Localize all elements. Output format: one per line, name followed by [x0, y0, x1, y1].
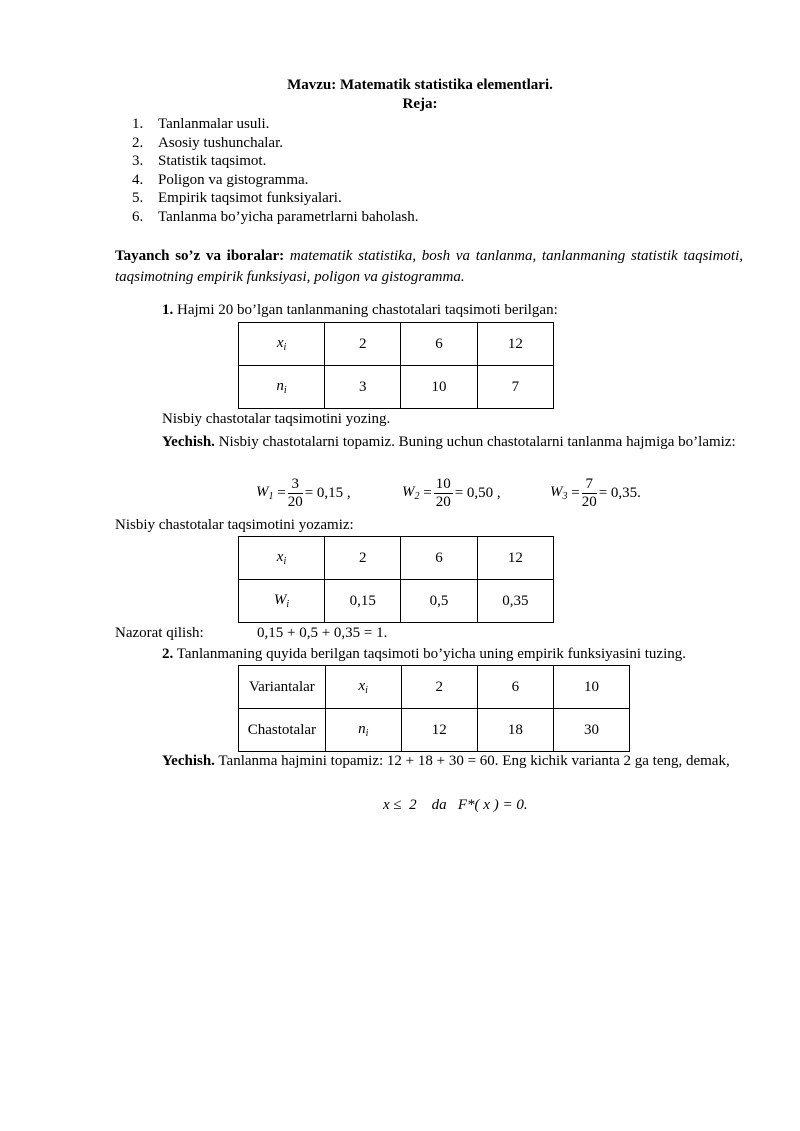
equation-w2: $W_2$ = $\frac{10}{20}$ = 0,50 ,	[402, 475, 501, 510]
equation-w1: $W_1$ = $\frac{3}{20}$ = 0,15 ,	[256, 475, 351, 510]
table-cell: Chastotalar	[239, 709, 326, 752]
problem1-table2	[238, 536, 554, 623]
keywords-text: matematik statistika, bosh va tanlanma, tanlanmaning statistik taqsimoti, taqsimotning empirik funksiyasi, poligon va gistogramma.	[115, 248, 744, 285]
table-cell: 30	[553, 709, 629, 752]
table-cell: $x_i$	[239, 537, 325, 580]
table-cell: 10	[553, 666, 629, 709]
check-label: Nazorat qilish:	[115, 625, 204, 641]
list-item: 1. Tanlanmalar usuli.	[132, 116, 270, 132]
table-cell: 6	[401, 323, 477, 366]
list-item: 6. Tanlanma bo’yicha parametrlarni baholash.	[132, 208, 419, 225]
final-formula: x ≤ 2 da F*( x ) = 0.	[383, 797, 528, 813]
list-item: 3. Statistik taqsimot.	[132, 153, 267, 169]
list-item: 2. Asosiy tushunchalar.	[132, 134, 283, 151]
keywords-paragraph	[115, 246, 743, 288]
table-cell: 12	[401, 709, 477, 752]
problem1-solution: Yechish. Nisbiy chastotalarni topamiz. Buning uchun chastotalarni tanlanma hajmiga bo’lamiz:	[162, 434, 736, 450]
table-cell: 0,15	[325, 580, 401, 623]
list-item: 4. Poligon va gistogramma.	[132, 171, 309, 188]
problem2-solution: Yechish. Tanlanma hajmini topamiz: 12 + 18 + 30 = 60. Eng kichik varianta 2 ga teng, demak,	[162, 753, 730, 769]
table-cell: Variantalar	[239, 666, 326, 709]
check-value: 0,15 + 0,5 + 0,35 = 1.	[257, 625, 388, 641]
problem2-statement: 2. Tanlanmaning quyida berilgan taqsimoti bo’yicha uning empirik funksiyasini tuzing.	[162, 646, 687, 662]
table-cell: $n_i$	[325, 709, 401, 752]
table-cell: $x_i$	[325, 666, 401, 709]
problem1-statement: 1. Hajmi 20 bo’lgan tanlanmaning chastotalari taqsimoti berilgan:	[162, 302, 558, 318]
plan-heading: Reja:	[402, 96, 438, 112]
problem1-write-text: Nisbiy chastotalar taqsimotini yozamiz:	[115, 517, 354, 533]
table-cell: 18	[477, 709, 553, 752]
table-cell: 12	[477, 323, 553, 366]
table-cell: 2	[325, 323, 401, 366]
table-cell: 6	[477, 666, 553, 709]
table-cell: $n_i$	[239, 366, 325, 409]
plan-list	[120, 115, 419, 226]
list-item: 5. Empirik taqsimot funksiyalari.	[132, 190, 342, 206]
table-cell: 2	[401, 666, 477, 709]
table-cell: 0,5	[401, 580, 477, 623]
table-cell: 6	[401, 537, 477, 580]
table-cell: 10	[401, 366, 477, 409]
table-cell: 0,35	[477, 580, 553, 623]
keywords-label: Tayanch so’z va iboralar:	[115, 248, 285, 264]
table-cell: $x_i$	[239, 323, 325, 366]
table-cell: 3	[325, 366, 401, 409]
problem1-task: Nisbiy chastotalar taqsimotini yozing.	[162, 411, 391, 427]
page-title: Mavzu: Matematik statistika elementlari.	[287, 77, 553, 93]
problem2-table	[238, 665, 630, 752]
equation-w3: $W_3$ = $\frac{7}{20}$ = 0,35.	[550, 475, 641, 510]
problem1-table	[238, 322, 554, 409]
table-cell: $W_i$	[239, 580, 325, 623]
table-cell: 7	[477, 366, 553, 409]
table-cell: 12	[477, 537, 553, 580]
table-cell: 2	[325, 537, 401, 580]
